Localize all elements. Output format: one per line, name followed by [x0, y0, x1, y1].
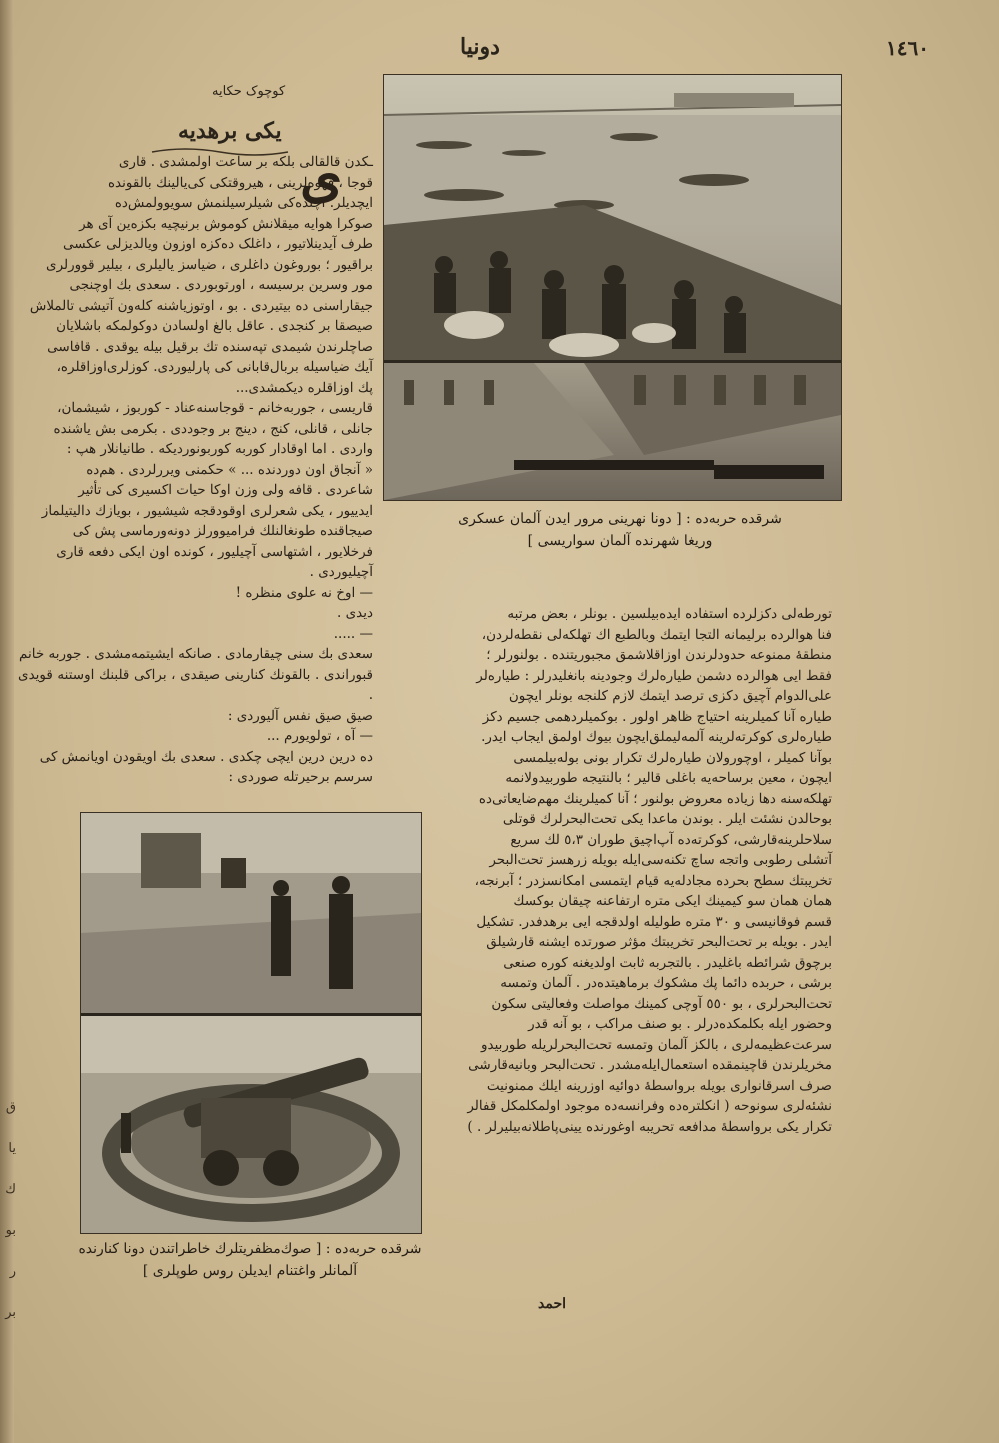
story-text-line: واردی . اما اوقادار کوربه کوربونوردیکه . طانیانلار هپ :: [66, 441, 373, 457]
article-text-line: آتشلی رطوبی واتجه ساچ تکنه‌سی‌ایله بویله زرهسز تحت‌البحر: [489, 852, 832, 868]
article-text-line: فنا هوالرده برلیمانه التجا ایتمك وبالطبع اك تهلکه‌لی نقطه‌لردن،: [481, 626, 832, 643]
article-text-line: بوآنا کمیلر ، اوچورولان طیاره‌لرك تکرار بونی بوله‌بیلمسی: [513, 749, 832, 766]
story-text-line: طرف آیدینلاتیور ، داغلک ده‌کزه اوزون ویالدیزلی عکسی: [63, 236, 373, 252]
margin-mark: بر: [5, 1305, 16, 1320]
decorative-initial-letter: ی: [300, 145, 343, 209]
story-text-line: ایدییور ، یکی شعرلری اوقودقجه شیشیور ، بویازك دالیتیلماز: [41, 502, 373, 519]
margin-mark: بو: [5, 1223, 16, 1238]
margin-mark: ق: [5, 1100, 16, 1115]
caption-line: شرقده حربه‌ده : [ صوك‌مظفریتلرك خاطراتندن دونا کنارنده: [78, 1241, 422, 1257]
story-text-column: [18, 145, 373, 788]
margin-mark: ك: [5, 1182, 16, 1197]
story-text-line: شاعردی . قافه ولی وزن اوکا حیات اکسیری کی تأثیر: [78, 482, 373, 498]
series-label: کوچوک حکایه: [212, 84, 286, 99]
article-text-line: تهلکه‌سنه دها زیاده معروض بولنور ؛ آنا کمیلرینك مهم‌ضایعاتی‌ده: [478, 790, 832, 807]
story-text-line: ایچدیلر. اچنده‌کی شیلرسیلنمش سویوولمش‌ده: [114, 195, 373, 211]
margin-mark: ر: [9, 1264, 16, 1279]
article-text-line: تورطه‌لی دکزلرده استفاده ایده‌بیلسین . بونلر ، بعض مرتبه: [507, 606, 832, 622]
caption-line: آلمانلر واغتنام ایدیلن روس طوپلری ]: [142, 1263, 358, 1279]
article-text-line: قسم فوقانیسی و ٣٠ متره طولیله اولدقجه ایی برهدفدر. تشکیل: [476, 913, 832, 930]
story-text-line: ده درین درین ایچی چکدی . سعدی بك اویقودن اویانمش کی: [39, 748, 373, 765]
story-text-line: سرسم برحیرتله صوردی :: [228, 769, 373, 785]
article-text-line: صرف اسرقانواری بویله برواسطهٔ دوائیه اوزرینه ایلك ممنونیت: [486, 1077, 832, 1094]
article-text-column: [462, 604, 832, 1137]
article-text-line: تخریبتك سطح بحرده مجادله‌یه قیام ایتمسی امکانسزدر ؛ آبرنجه،: [474, 872, 832, 889]
top-photo-caption: [400, 508, 840, 552]
article-text-line: مخریلرندن قاچینمقده استعمال‌ایله‌مشدر . تحت‌البحر وبانیه‌قارشی: [468, 1057, 832, 1073]
article-text-line: ایچون ، معین برساحه‌یه باغلی قالیر ؛ بالنتیجه طوربیدولانمه: [505, 770, 832, 786]
story-text-line: صیجاقنده طونغالنلك فرامیوورلز دونه‌ورماسی پش کی: [72, 523, 373, 539]
article-text-line: برشی ، حربده دائما پك مشکوك برماهیتده‌در . آلمان وتمسه: [500, 975, 832, 991]
story-text-line: « آنجاق اون دوردنده ... » حکمنی ویررلردی . هم‌ده: [86, 461, 373, 478]
story-text-line: — آه ، تولویورم ...: [266, 728, 373, 744]
article-text-line: برچوق شرائطه باغلیدر . بالتجربه ثابت اولدیغنه کوره صنعی: [503, 954, 832, 971]
story-text-line: صیق صیق نفس آلیوردی :: [227, 707, 373, 724]
story-text-line: آچیلیوردی .: [309, 564, 373, 580]
article-text-line: تحت‌البحرلری ، بو ٥٥٠ آوچی کمینك مواصلت وفعالیتی سکون: [491, 995, 832, 1012]
article-signature: احمد: [538, 1296, 566, 1312]
story-text-line: قوجا ، قهوه‌لرینی ، هیروقتکی کی‌یالینك بالقونده: [107, 174, 373, 191]
article-text-line: نشئه‌لری سونوحه ( انکلتره‌ده وفرانسه‌ده موجود اولمکلمکل قفالر: [467, 1098, 832, 1114]
photo-river-crossing-and-street: [383, 74, 842, 501]
article-text-line: ایدر . بویله بر تحت‌البحر تخریبتك مؤثر صورتده ایشنه قارشیلق: [486, 934, 832, 950]
story-title: یکی برهدیه: [178, 118, 282, 144]
story-text-line: آیك ضیاسیله بربال‌قابانی کی پارلیوردی. کوزلری‌اوزاقلره،: [56, 359, 373, 375]
article-text-line: منطقهٔ ممنوعه حدودلرندن اوزاقلاشمق مجبوریتنده . بولنورلر ؛: [486, 647, 832, 663]
story-text-line: سعدی بك سنی چیقارمادی . صانکه ایشیتمه‌مشدی . جوربه خانم: [19, 646, 373, 662]
story-text-line: فرخلایور ، اشتهاسی آچیلیور ، کونده اون ایکی دفعه قاری: [56, 543, 373, 560]
story-text-line: قاریسی ، جوربه‌خانم - قوجاسنه‌عناد - کوربوز ، شیشمان،: [57, 400, 373, 416]
article-text-line: سرعت‌عظیمه‌لری ، بالکز آلمان وتمسه تحت‌البحرلریله طوربیدو: [480, 1036, 832, 1053]
caption-line: شرقده حربه‌ده : [ دونا نهرینی مرور ایدن آلمان عسکری: [458, 511, 782, 527]
story-text-line: پك اوزاقلره دیکمشدی...: [235, 379, 373, 396]
page-number: ١٤٦٠: [886, 36, 929, 60]
photo-illustration: [81, 813, 421, 1233]
story-text-line: صیصقا بر کنجدی . عاقل بالغ اولسادن دوکولمکه باشلایان: [56, 318, 373, 334]
article-text-line: بوحالدن نشئت ایلر . بوندن ماعدا یکی تحت‌البحرلرك قوتلی: [502, 811, 832, 827]
story-text-line: ـکدن قالقالی بلکه بر ساعت اولمشدی . قاری: [118, 154, 373, 170]
article-text-line: وحضور ایله بکلمکده‌درلر . بو صنف مراکب ، بو آنه قدر: [528, 1016, 832, 1032]
story-text-line: دیدی .: [336, 605, 373, 621]
margin-marks: [2, 1100, 16, 1346]
story-text-line: جیقاراسنی ده بیتیردی . بو ، اوتوزیاشنه کله‌ون آتیشی تالملاش: [29, 297, 373, 314]
story-text-line: صوکرا هوایه میقلانش کوموش برنیچیه بکزه‌ین آی هر: [79, 215, 373, 232]
article-text-line: طیاره‌لری کوکرته‌لرینه آلمه‌لیملق‌ایچون بیوك اولمق ایجاب ایدر.: [481, 729, 832, 745]
caption-line: وریغا شهرنده آلمان سواریسی ]: [527, 533, 713, 549]
story-text-line: — اوخ نه علوی منظره !: [235, 584, 373, 601]
bottom-photo-caption: [70, 1238, 430, 1282]
story-text-line: جانلی ، قانلی، کنج ، دینج بر وجوددی . بکرمی بش یاشنده: [53, 420, 373, 437]
journal-title: دونیا: [460, 34, 500, 60]
article-text-line: علی‌الدوام آچیق دکزی ترصد ایتمك لازم کلنجه بونلر ایچون: [508, 688, 832, 704]
story-text-line: صاچلرندن شیمدی تپه‌سنده تك برقیل بیله یوقدی . قافاسی: [47, 338, 373, 355]
photo-captured-guns: [80, 812, 422, 1234]
article-text-line: همان همان سو کیمینك ایکی متره ارتفاعنه چیقان بوکسك: [513, 893, 832, 909]
story-text-line: مور وسرین برسیسه ، اورتوبوردی . سعدی بك اوچنجی: [69, 277, 373, 293]
article-text-line: فقط ایی هوالرده دشمن طیاره‌لرك وجودینه بانغلیدرلر : طیاره‌لر: [476, 667, 832, 684]
story-text-line: قبوراندی . بالقونك کنارینی صیقدی ، براکی قلبنك اوستنه قویدی .: [18, 666, 373, 703]
story-text-line: — .....: [333, 625, 373, 642]
article-text-line: سلاحلرینه‌قارشی، کوکرته‌ده آپ‌اچیق طوران ٥،٣ لك سریع: [510, 831, 832, 848]
photo-illustration: [384, 75, 841, 500]
margin-mark: یا: [8, 1141, 16, 1156]
article-text-line: تکرار یکی برواسطهٔ مدافعه تحریبه اوغورنده یینی‌پاطلانه‌بیلیرلر . ): [467, 1118, 832, 1135]
article-text-line: طیاره آنا کمیلرینه احتیاج ظاهر اولور . بوکمیلردهمی جسیم دکز: [482, 708, 832, 725]
story-text-line: براقیور ؛ بوروغون داغلری ، ضیاسز یالیلری ، بیلیر قوورلری: [46, 256, 373, 273]
